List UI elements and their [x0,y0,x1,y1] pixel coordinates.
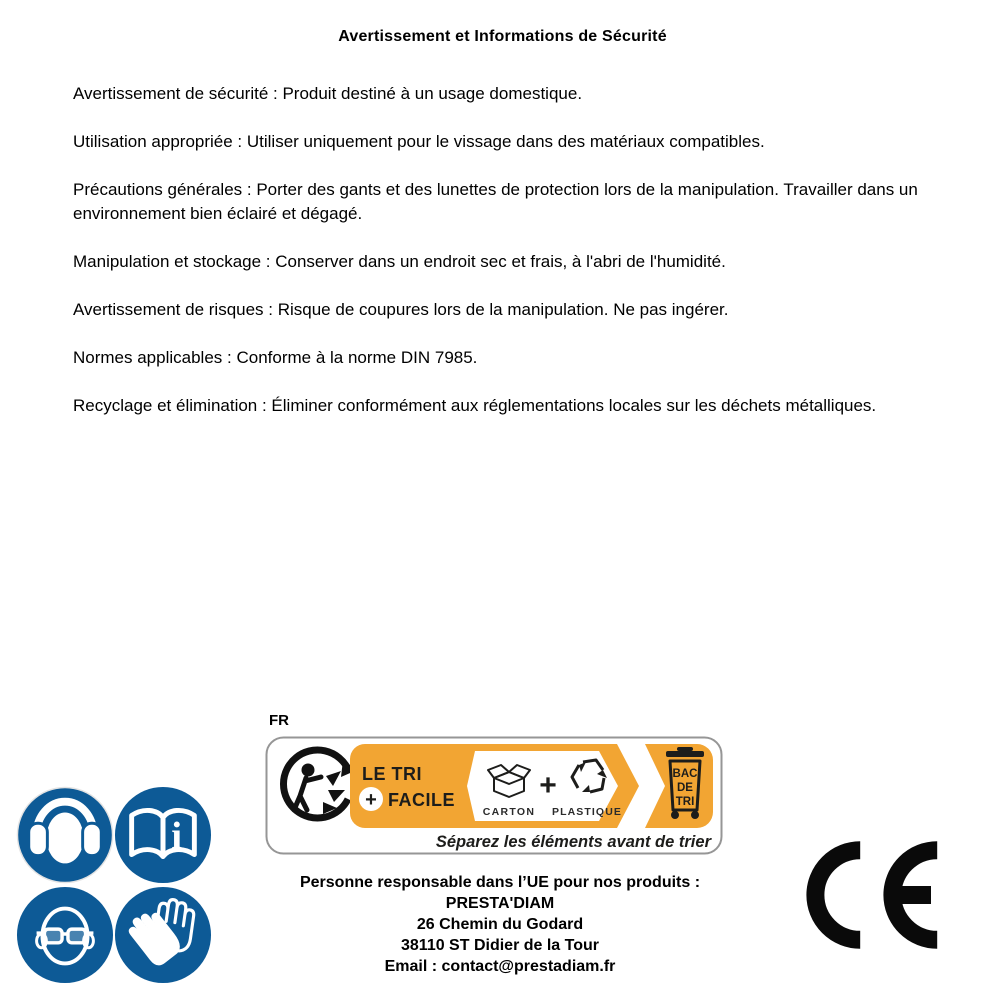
sorting-instruction: Séparez les éléments avant de trier [435,833,711,851]
wear-eye-protection-icon [16,886,114,984]
info-tri-recycling-label [265,736,723,855]
paragraph-appropriate-use: Utilisation appropriée : Utiliser uniquement pour le vissage dans des matériaux compatibles. [73,132,765,151]
bin-text-line3: TRI [675,796,695,808]
paragraph-handling-storage: Manipulation et stockage : Conserver dans un endroit sec et frais, à l'abri de l'humidité. [73,252,726,271]
bin-text-line2: DE [677,782,693,794]
paragraph-general-precautions: Précautions générales : Porter des gants et des lunettes de protection lors de la manipulation. Travailler dans un environnement bien éclairé et dégagé. [73,180,918,223]
materials-plus: + [539,769,557,802]
wear-protective-gloves-icon [114,886,212,984]
fr-country-label: FR [269,712,289,729]
material-label-carton: CARTON [482,806,536,818]
paragraph-risk-warning: Avertissement de risques : Risque de coupures lors de la manipulation. Ne pas ingérer. [73,300,729,319]
mandatory-safety-icons [16,786,212,986]
bin-text-line1: BAC [672,768,698,780]
brand-line1: LE TRI [362,764,422,784]
contact-line-street: 26 Chemin du Godard [416,916,584,933]
paragraph-recycling-disposal: Recyclage et élimination : Éliminer conformément aux réglementations locales sur les déchets métalliques. [73,396,877,415]
contact-line-responsible: Personne responsable dans l’UE pour nos produits : [299,874,701,891]
ce-mark-icon [797,841,947,951]
paragraph-applicable-standards: Normes applicables : Conforme à la norme DIN 7985. [73,348,478,367]
eu-contact-block [245,872,755,977]
contact-line-city: 38110 ST Didier de la Tour [401,937,599,954]
material-label-plastique: PLASTIQUE [552,806,622,818]
paragraph-safety-warning: Avertissement de sécurité : Produit destiné à un usage domestique. [73,84,583,103]
contact-line-email: Email : contact@prestadiam.fr [384,958,616,975]
contact-line-company: PRESTA'DIAM [445,895,555,912]
brand-line2: FACILE [388,790,456,810]
safety-text-block [73,82,933,442]
wear-ear-protection-icon [16,786,114,884]
svg-text:i: i [171,814,183,858]
read-instruction-manual-icon [114,786,212,884]
page-title: Avertissement et Informations de Sécurité [338,28,667,45]
brand-plus: + [365,789,377,811]
